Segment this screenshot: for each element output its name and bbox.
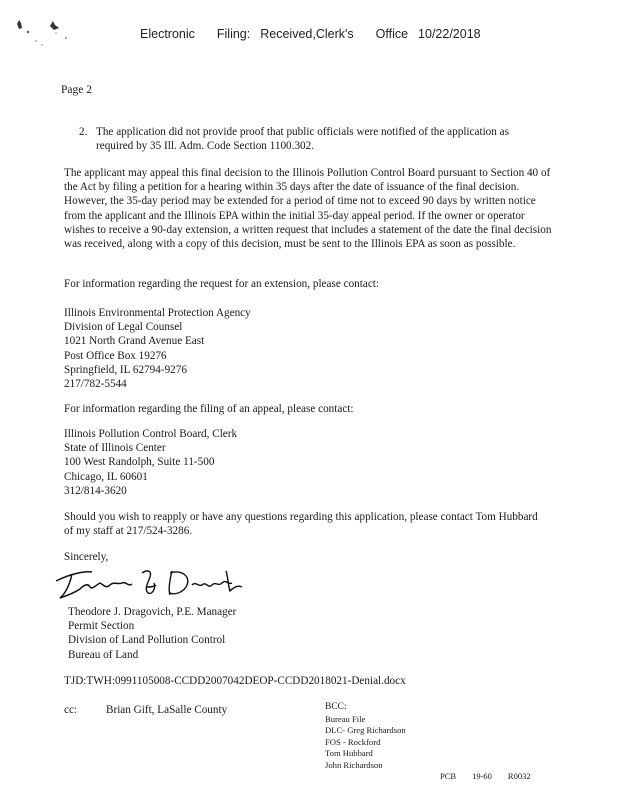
- address-line: 100 West Randolph, Suite 11-500: [64, 456, 215, 469]
- signatory-block: [68, 605, 236, 662]
- address-line: Chicago, IL 60601: [64, 470, 148, 483]
- bcc-label: BCC:: [325, 702, 347, 712]
- address-line: Division of Legal Counsel: [64, 321, 183, 334]
- appeal-paragraph: The applicant may appeal this final decision to the Illinois Pollution Control Board pursuant to Section 40 of the Act by filing a petition for a hearing within 35 days after the date of issuance of the final decision. However, the 35-day period may be extended for a period of time not to exceed 90 days by written notice from the applicant and the Illinois EPA within the initial 35-day appeal period. If the owner or operator wishes to receive a 90-day extension, a written request that includes a statement of the date the final decision was received, along with a copy of this decision, must be sent to the Illinois EPA as soon as possible.: [64, 167, 552, 251]
- extension-intro: For information regarding the request for an extension, please contact:: [64, 278, 380, 290]
- address-line: 1021 North Grand Avenue East: [64, 335, 205, 348]
- footer-code: PCB: [440, 771, 457, 781]
- appeal-intro: For information regarding the filing of an appeal, please contact:: [64, 403, 354, 415]
- bcc-block: [325, 702, 406, 772]
- bcc-recipient: Bureau File: [325, 713, 366, 724]
- item-text: The application did not provide proof that public officials were notified of the application as required by 35 Ill. Adm. Code Section 1100.302.: [96, 126, 509, 152]
- footer-number: 19-60: [472, 771, 492, 781]
- stamp-part: Office: [375, 27, 409, 41]
- closing-salutation: Sincerely,: [64, 551, 109, 563]
- reapply-paragraph: Should you wish to reapply or have any questions regarding this application, please contact Tom Hubbard of my staff at 217/524-3286.: [64, 511, 538, 538]
- cc-label: cc:: [64, 704, 78, 716]
- bcc-recipient: DLC- Greg Richardson: [325, 725, 406, 736]
- electronic-filing-stamp: [140, 27, 481, 41]
- address-line: State of Illinois Center: [64, 442, 166, 455]
- address-line: Springfield, IL 62794-9276: [64, 363, 187, 376]
- stamp-part: Electronic: [140, 27, 195, 41]
- stamp-part: 10/22/2018: [418, 27, 481, 41]
- address-line: Illinois Pollution Control Board, Clerk: [64, 428, 238, 440]
- signatory-line: Division of Land Pollution Control: [68, 634, 226, 647]
- bcc-recipient: Tom Hubbard: [325, 748, 373, 759]
- epa-address-block: [64, 306, 251, 391]
- denial-reason-item: [79, 125, 549, 155]
- signatory-line: Theodore J. Dragovich, P.E. Manager: [68, 606, 237, 618]
- signatory-line: Permit Section: [68, 620, 135, 633]
- address-line: 217/782-5544: [64, 378, 127, 391]
- cc-recipient: Brian Gift, LaSalle County: [106, 704, 228, 716]
- file-reference: TJD:TWH:0991105008-CCDD2007042DEOP-CCDD2018021-Denial.docx: [64, 675, 406, 687]
- address-line: 312/814-3620: [64, 484, 127, 497]
- signatory-line: Bureau of Land: [68, 648, 139, 661]
- bcc-recipient: FOS - Rockford: [325, 736, 381, 747]
- bcc-recipient: John Richardson: [325, 759, 383, 770]
- address-line: Post Office Box 19276: [64, 349, 167, 362]
- page-number-label: Page 2: [61, 84, 92, 96]
- pcb-footer: [440, 771, 531, 781]
- stamp-part: Received,Clerk's: [260, 27, 354, 41]
- address-line: Illinois Environmental Protection Agency: [64, 307, 251, 319]
- board-address-block: [64, 427, 237, 498]
- handwritten-signature: [52, 563, 252, 603]
- item-number: 2.: [79, 126, 88, 138]
- stamp-part: Filing:: [216, 27, 251, 41]
- footer-page: R0032: [507, 771, 531, 781]
- scan-specks-decoration: [12, 14, 72, 54]
